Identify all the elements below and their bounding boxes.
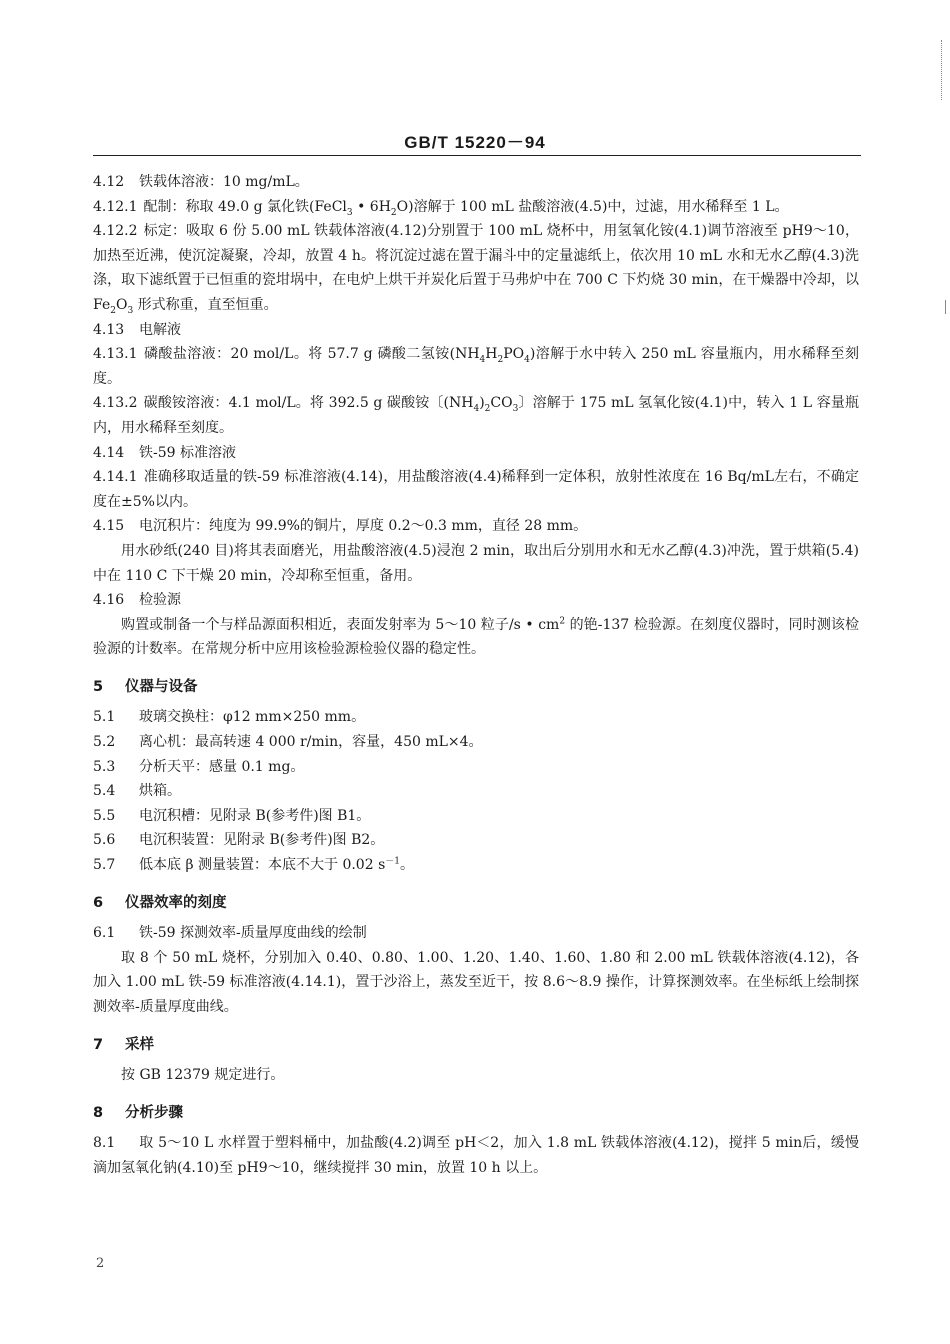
clause-4-15: 4.15 电沉积片：纯度为 99.9%的铜片，厚度 0.2～0.3 mm，直径 28 mm。 (93, 518, 588, 535)
page-content (93, 170, 859, 1181)
header-rule (93, 155, 861, 156)
clause-5-6: 5.6 电沉积装置：见附录 B(参考件)图 B2。 (93, 832, 385, 849)
section-7-heading: 7 采样 (93, 1036, 154, 1053)
clause-4-15-paragraph: 用水砂纸(240 目)将其表面磨光，用盐酸溶液(4.5)浸泡 2 min，取出后分别用水和无水乙醇(4.3)冲洗，置于烘箱(5.4)中在 110 C 下干燥 20 min，冷却称至恒重，备用。 (93, 542, 859, 584)
clause-4-14-1: 4.14.1 准确移取适量的铁-59 标准溶液(4.14)，用盐酸溶液(4.4)稀释到一定体积，放射性浓度在 16 Bq/mL左右，不确定度在±5%以内。 (93, 469, 859, 510)
clause-5-7: 5.7 低本底 β 测量装置：本底不大于 0.02 $s^{-1}$。 (93, 856, 414, 874)
clause-5-3: 5.3 分析天平：感量 0.1 mg。 (93, 758, 305, 775)
page-number: 2 (96, 1256, 105, 1271)
scan-margin-mark (941, 40, 944, 100)
clause-4-13-1: 4.13.1 磷酸盐溶液：20 mol/L。将 57.7 g 磷酸二氢铵$(NH_4H_2PO_4)$溶解于水中转入 250 mL 容量瓶内，用水稀释至刻度。 (93, 346, 859, 387)
clause-5-4: 5.4 烘箱。 (93, 783, 181, 800)
page-header: GB/T 15220－94 (404, 133, 546, 152)
clause-4-16: 4.16 检验源 (93, 592, 181, 609)
scan-margin-mark (945, 300, 946, 314)
clause-5-1: 5.1 玻璃交换柱：φ12 mm×250 mm。 (93, 709, 366, 726)
clause-5-2: 5.2 离心机：最高转速 4 000 r/min，容量，450 mL×4。 (93, 734, 483, 751)
clause-5-5: 5.5 电沉积槽：见附录 B(参考件)图 B1。 (93, 807, 371, 824)
clause-4-12-1: 4.12.1 配制：称取 49.0 g 氯化铁(FeCl$_3$ • $6H_2O$)溶解于 100 mL 盐酸溶液(4.5)中，过滤，用水稀释至 1 L。 (93, 198, 789, 218)
clause-4-16-paragraph: 购置或制备一个与样品源面积相近，表面发射率为 5～10 粒子/s • $cm^2$ 的铯-137 检验源。在刻度仪器时，同时测该检验源的计数率。在常规分析中应用该检验源检验仪器的稳定性。 (93, 616, 859, 658)
clause-4-12: 4.12 铁载体溶液：10 mg/mL。 (93, 174, 309, 190)
clause-4-14: 4.14 铁-59 标准溶液 (93, 444, 236, 461)
section-7-paragraph: 按 GB 12379 规定进行。 (121, 1067, 285, 1084)
clause-4-12-2: 4.12.2 标定：吸取 6 份 5.00 mL 铁载体溶液(4.12)分别置于 100 mL 烧杯中，用氢氧化铵(4.1)调节溶液至 pH9～10，加热至近沸，使沉淀凝聚，冷却，放置 4 h。将沉淀过滤在置于漏斗中的定量滤纸上，依次用 10 mL 水和无水乙醇(4.3)洗涤，取下滤纸置于已恒重的瓷坩埚中，在电炉上烘干并炭化后置于马弗炉中在 700 C 下灼烧 30 min，在干燥器中冷却，以 $Fe_2O_3$ 形式称重，直至恒重。 (93, 223, 859, 316)
section-5-heading: 5 仪器与设备 (93, 678, 198, 695)
section-6-heading: 6 仪器效率的刻度 (93, 894, 227, 911)
clause-8-1: 8.1 取 5～10 L 水样置于塑料桶中，加盐酸(4.2)调至 pH＜2，加入 1.8 mL 铁载体溶液(4.12)，搅拌 5 min后，缓慢滴加氢氧化钠(4.10)至 pH9～10，继续搅拌 30 min，放置 10 h 以上。 (93, 1135, 859, 1176)
clause-6-1: 6.1 铁-59 探测效率-质量厚度曲线的绘制 (93, 925, 367, 942)
clause-4-13-2: 4.13.2 碳酸铵溶液：4.1 mol/L。将 392.5 g 碳酸铵〔$(NH_4)_2CO_3$〕溶解于 175 mL 氢氧化铵(4.1)中，转入 1 L 容量瓶内，用水稀释至刻度。 (93, 395, 859, 436)
clause-6-1-paragraph: 取 8 个 50 mL 烧杯，分别加入 0.40、0.80、1.00、1.20、1.40、1.60、1.80 和 2.00 mL 铁载体溶液(4.12)，各加入 1.00 mL 铁-59 标准溶液(4.14.1)，置于沙浴上，蒸发至近干，按 8.6～8.9 操作，计算探测效率。在坐标纸上绘制探测效率-质量厚度曲线。 (93, 949, 859, 1015)
clause-4-13: 4.13 电解液 (93, 321, 181, 338)
section-8-heading: 8 分析步骤 (93, 1104, 183, 1121)
